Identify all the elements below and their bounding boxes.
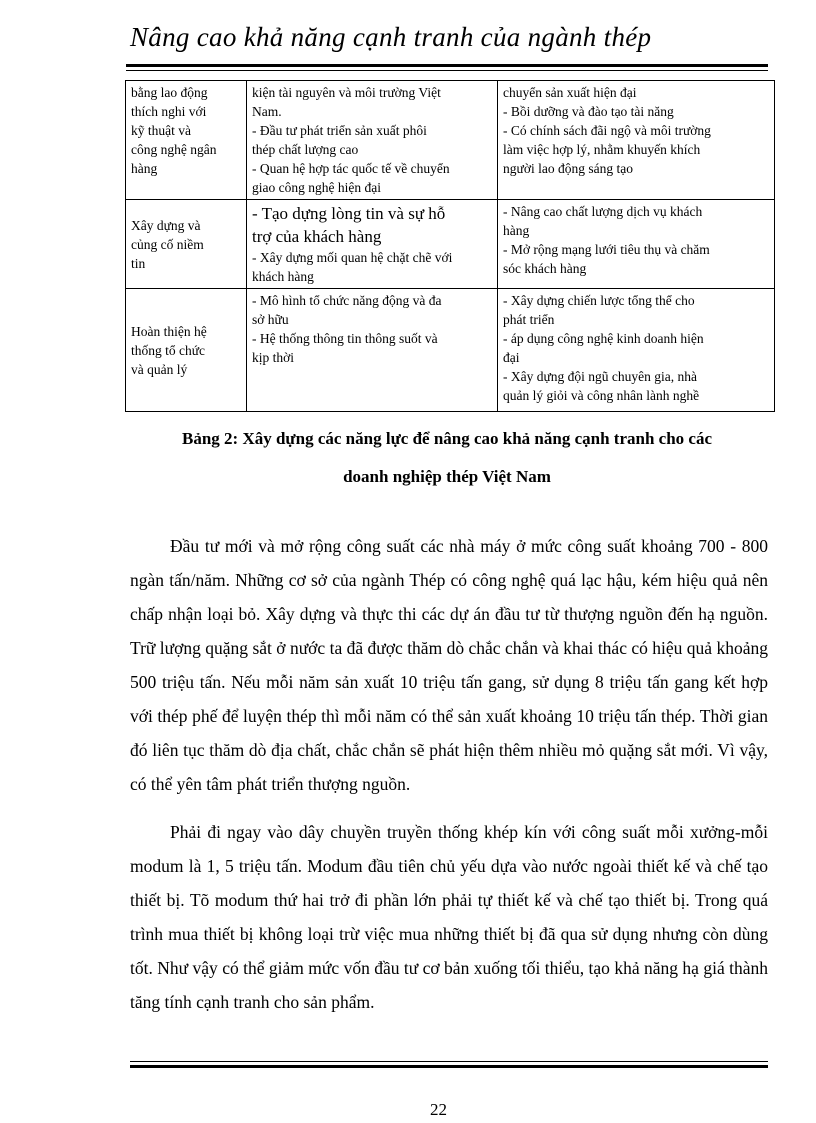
table-row [126, 200, 775, 289]
footer-rule-thin [130, 1061, 768, 1062]
body-paragraph: Phải đi ngay vào dây chuyền truyền thống khép kín với công suất mỗi xưởng-mỗi modum là 1, 5 triệu tấn. Modum đầu tiên chủ yếu dựa vào nước ngoài thiết kế và chế tạo thiết bị. Tõ modum thứ hai trở đi phần lớn phải tự thiết kế và chế tạo thiết bị. Trong quá trình mua thiết bị không loại trừ việc mua những thiết bị đã qua sử dụng nhưng còn dùng tốt. Như vậy có thể giảm mức vốn đầu tư cơ bản xuống tối thiểu, tạo khả năng hạ giá thành tăng tính cạnh tranh cho sản phẩm. [130, 822, 768, 1012]
table-cell: - Xây dựng chiến lược tổng thể cho phát triển - áp dụng công nghệ kinh doanh hiện đại - Xây dựng đội ngũ chuyên gia, nhà quản lý giỏi và công nhân lành nghề [498, 289, 775, 412]
caption-line: Bảng 2: Xây dựng các năng lực để nâng cao khả năng cạnh tranh cho các [182, 429, 712, 448]
table-cell: - Nâng cao chất lượng dịch vụ khách hàng - Mở rộng mạng lưới tiêu thụ và chăm sóc khách hàng [498, 200, 775, 289]
table-cell: - Tạo dựng lòng tin và sự hỗ trợ của khách hàng - Xây dựng mối quan hệ chặt chẽ với khách hàng [247, 200, 498, 289]
page-number: 22 [430, 1100, 447, 1119]
page-header-title: Nâng cao khả năng cạnh tranh của ngành thép [130, 22, 652, 52]
table-cell: Xây dựng và củng cố niềm tin [126, 200, 247, 289]
table-row [126, 289, 775, 412]
table-cell: chuyển sản xuất hiện đại - Bồi dưỡng và đào tạo tài năng - Có chính sách đãi ngộ và môi trường làm việc hợp lý, nhằm khuyến khích người lao động sáng tạo [498, 81, 775, 200]
caption-line: doanh nghiệp thép Việt Nam [343, 467, 551, 486]
table-cell: bằng lao động thích nghi với kỹ thuật và công nghệ ngân hàng [126, 81, 247, 200]
body-paragraph: Đầu tư mới và mở rộng công suất các nhà máy ở mức công suất khoảng 700 - 800 ngàn tấn/năm. Những cơ sở của ngành Thép có công nghệ quá lạc hậu, kém hiệu quả nên chấp nhận loại bỏ. Xây dựng và thực thi các dự án đầu tư từ thượng nguồn đến hạ nguồn. Trữ lượng quặng sắt ở nước ta đã được thăm dò chắc chắn và khai thác có hiệu quả khoảng 500 triệu tấn. Nếu mỗi năm sản xuất 10 triệu tấn gang, sử dụng 8 triệu tấn gang kết hợp với thép phế để luyện thép thì mỗi năm có thể sản xuất khoảng 10 triệu tấn thép. Thời gian đó liên tục thăm dò địa chất, chắc chắn sẽ phát hiện thêm nhiều mỏ quặng sắt mới. Vì vậy, có thể yên tâm phát triển thượng nguồn. [130, 536, 768, 794]
table-cell: Hoàn thiện hệ thống tổ chức và quản lý [126, 289, 247, 412]
table-cell: - Mô hình tổ chức năng động và đa sở hữu - Hệ thống thông tin thông suốt và kịp thời [247, 289, 498, 412]
footer-rule [130, 1065, 768, 1068]
table-caption [126, 420, 768, 496]
header-rule [126, 64, 768, 67]
table-row [126, 81, 775, 200]
header-rule-thin [126, 70, 768, 71]
competency-table [125, 80, 775, 412]
table-cell: kiện tài nguyên và môi trường Việt Nam. - Đầu tư phát triển sản xuất phôi thép chất lượng cao - Quan hệ hợp tác quốc tế về chuyển giao công nghệ hiện đại [247, 81, 498, 200]
